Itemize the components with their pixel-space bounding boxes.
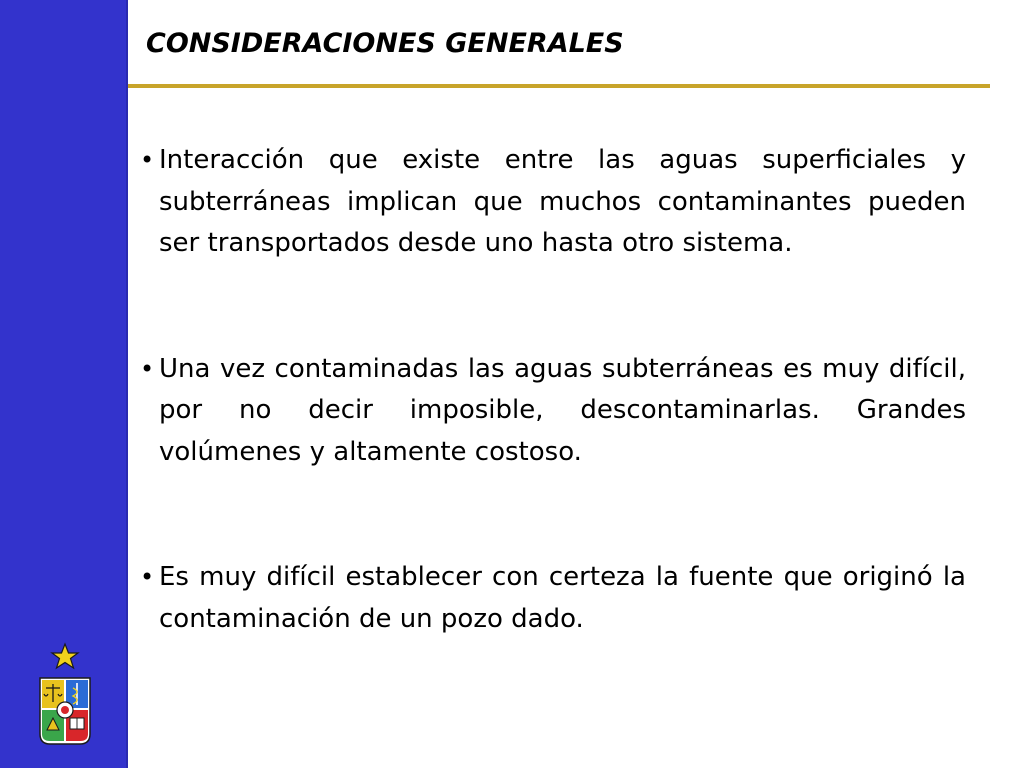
university-crest-icon: [36, 642, 94, 746]
bullet-text: Una vez contaminadas las aguas subterráneas es muy difícil, por no decir imposible, descontaminarlas. Grandes volúmenes y altamente costoso.: [159, 353, 966, 467]
bullet-dot-icon: •: [140, 563, 155, 591]
title-underline: [128, 84, 990, 88]
bullet-text: Interacción que existe entre las aguas superficiales y subterráneas implican que muchos contaminantes pueden ser transportados desde uno hasta otro sistema.: [159, 145, 966, 258]
bullet-item: [132, 349, 966, 474]
slide-title: CONSIDERACIONES GENERALES: [146, 28, 624, 59]
bullet-item: [132, 140, 966, 265]
bullet-text: Es muy difícil establecer con certeza la fuente que originó la contaminación de un pozo dado.: [159, 562, 966, 634]
bullet-dot-icon: •: [140, 354, 155, 383]
bullet-item: [132, 557, 966, 640]
bullet-list: [132, 140, 966, 640]
bullet-dot-icon: •: [140, 146, 155, 174]
sidebar-edge: [126, 0, 128, 768]
